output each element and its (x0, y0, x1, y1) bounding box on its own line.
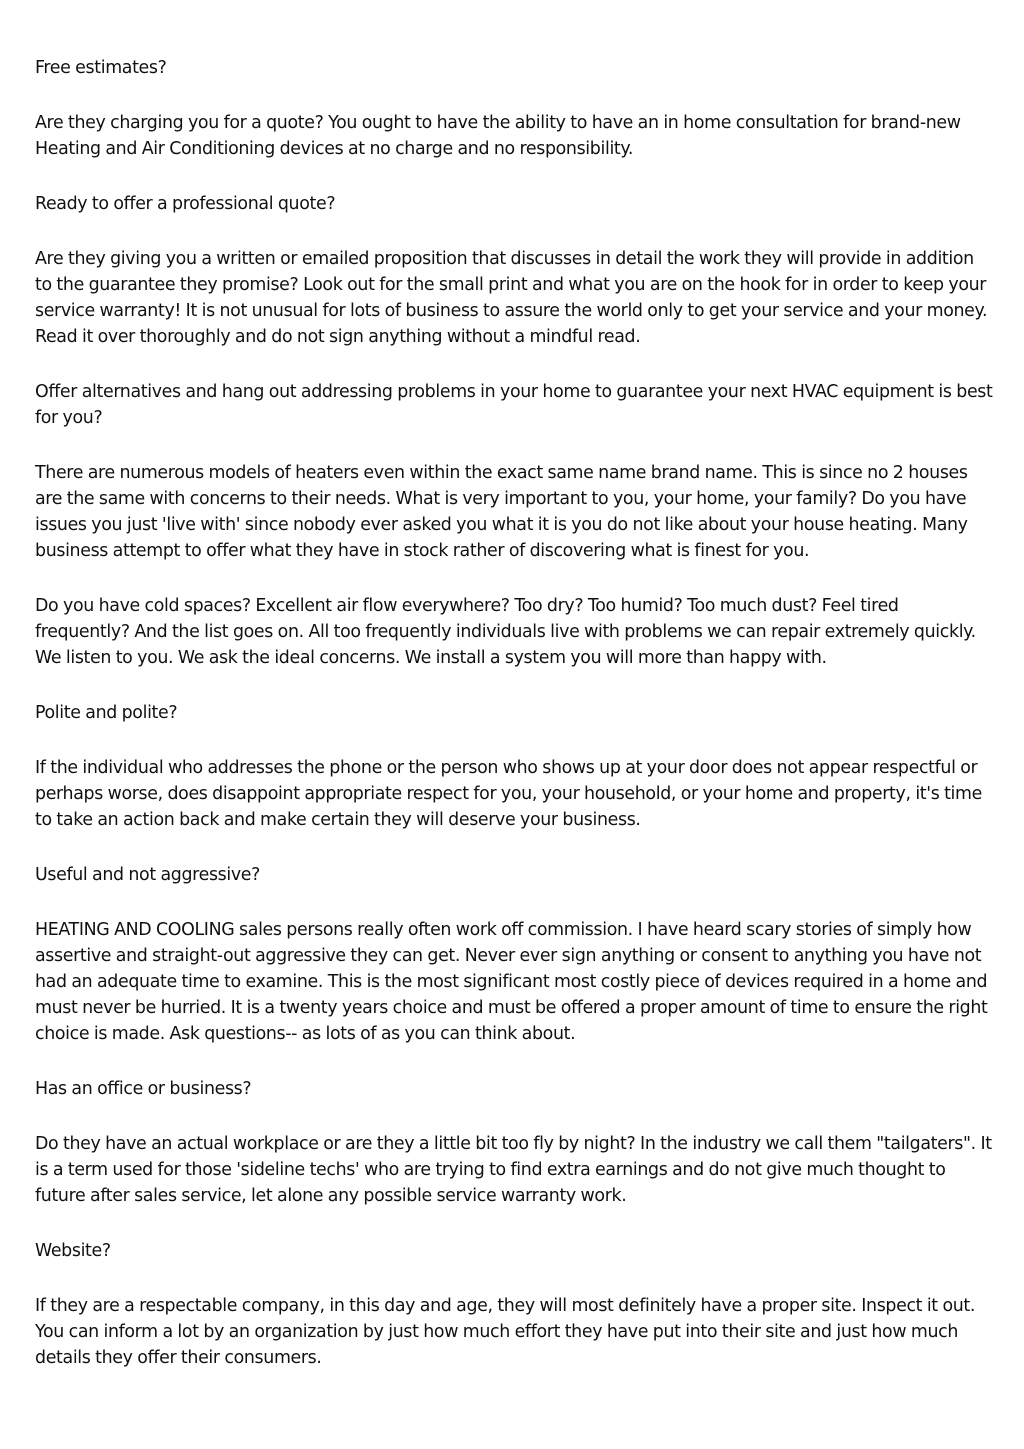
answer-professional-quote: Are they giving you a written or emailed proposition that discusses in detail the work they will provide in addition to the guarantee they promise? Look out for the small print and what you are on the hook for in order to keep your service warranty! It is not unusual for lots of business to assure the world only to get your service and your money. Read it over thoroughly and do not sign anything without a mindful read. (35, 249, 988, 347)
answer-website: If they are a respectable company, in this day and age, they will most definitely have a proper site. Inspect it out. You can inform a lot by an organization by just how much effort they have put into their site and just how much details they offer their consumers. (35, 1296, 976, 1368)
question-offer-alternatives: Offer alternatives and hang out addressing problems in your home to guarantee your next HVAC equipment is best for you? (35, 382, 993, 428)
question-professional-quote: Ready to offer a professional quote? (35, 194, 336, 214)
answer-polite: If the individual who addresses the phone or the person who shows up at your door does not appear respectful or perhaps worse, does disappoint appropriate respect for you, your household, or your home and property, it's time to take an action back and make certain they will deserve your business. (35, 758, 982, 830)
answer-not-aggressive: HEATING AND COOLING sales persons really often work off commission. I have heard scary stories of simply how assertive and straight-out aggressive they can get. Never ever sign anything or consent to anything you have not had an adequate time to examine. This is the most significant most costly piece of devices required in a home and must never be hurried. It is a twenty years choice and must be offered a proper amount of time to ensure the right choice is made. Ask questions-- as lots of as you can think about. (35, 920, 988, 1044)
question-free-estimates: Free estimates? (35, 58, 167, 78)
answer-free-estimates: Are they charging you for a quote? You ought to have the ability to have an in home consultation for brand-new Heating and Air Conditioning devices at no charge and no responsibility. (35, 113, 961, 159)
document-body (35, 55, 995, 1400)
question-not-aggressive: Useful and not aggressive? (35, 865, 261, 885)
question-office: Has an office or business? (35, 1079, 252, 1099)
question-website: Website? (35, 1241, 111, 1261)
answer-cold-spaces: Do you have cold spaces? Excellent air flow everywhere? Too dry? Too humid? Too much dust? Feel tired frequently? And the list goes on. All too frequently individuals live with problems we can repair extremely quickly. We listen to you. We ask the ideal concerns. We install a system you will more than happy with. (35, 596, 976, 668)
question-polite: Polite and polite? (35, 703, 178, 723)
answer-models-of-heaters: There are numerous models of heaters even within the exact same name brand name. This is since no 2 houses are the same with concerns to their needs. What is very important to you, your home, your family? Do you have issues you just 'live with' since nobody ever asked you what it is you do not like about your house heating. Many business attempt to offer what they have in stock rather of discovering what is finest for you. (35, 463, 968, 561)
answer-office: Do they have an actual workplace or are they a little bit too fly by night? In the industry we call them "tailgaters". It is a term used for those 'sideline techs' who are trying to find extra earnings and do not give much thought to future after sales service, let alone any possible service warranty work. (35, 1134, 992, 1206)
